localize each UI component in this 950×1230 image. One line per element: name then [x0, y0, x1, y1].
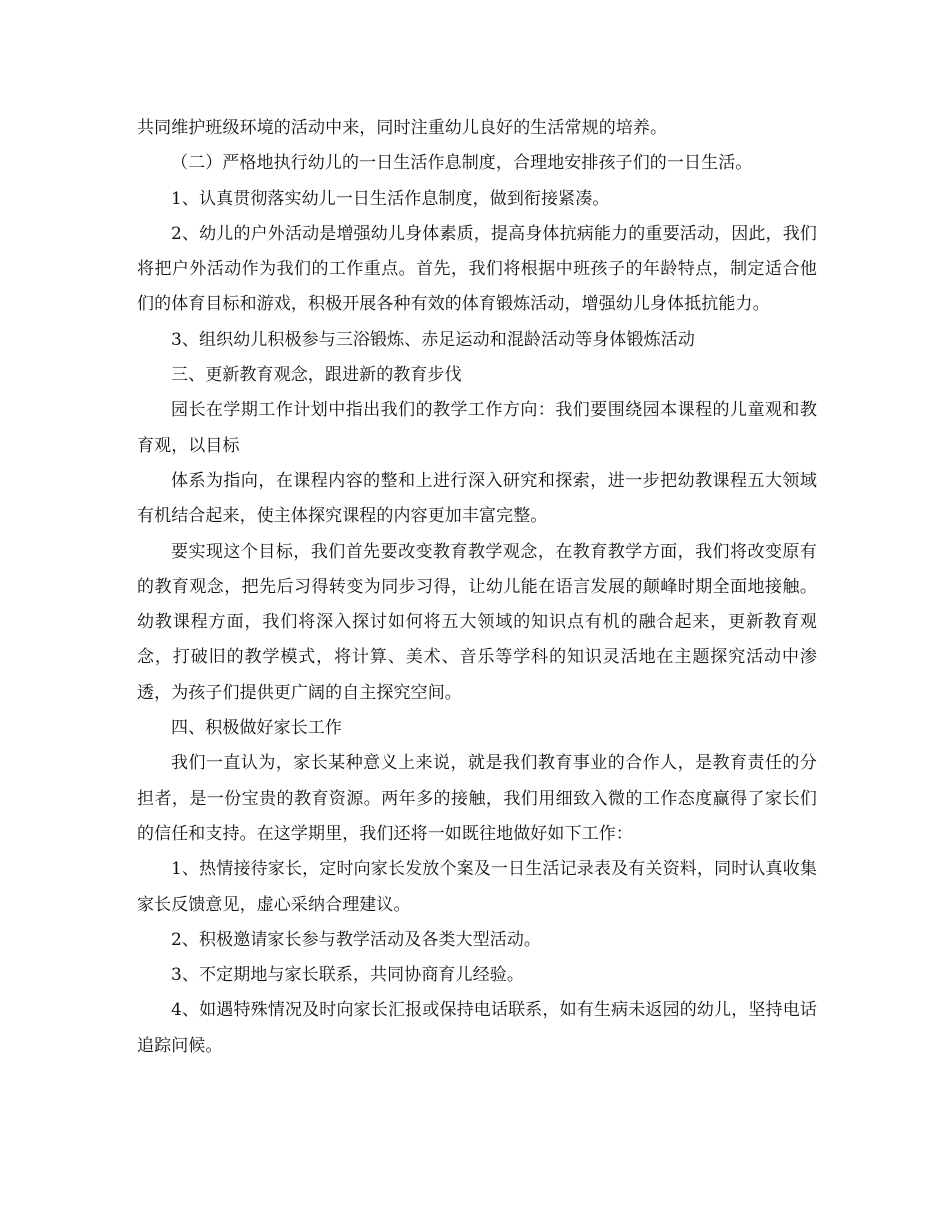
section-heading-education-concept: 三、更新教育观念，跟进新的教育步伐: [171, 365, 462, 386]
paragraph-parent-item-4: 4、如遇特殊情况及时向家长汇报或保持电话联系，如有生病未返园的幼儿，坚持电话追踪问候。: [137, 1000, 817, 1056]
paragraph-director-plan: 园长在学期工作计划中指出我们的教学工作方向：我们要围绕园本课程的儿童观和教育观，以目标: [137, 400, 817, 456]
paragraph-schedule-item-2: 2、幼儿的户外活动是增强幼儿身体素质，提高身体抗病能力的重要活动，因此，我们将把户外活动作为我们的工作重点。首先，我们将根据中班孩子的年龄特点，制定适合他们的体育目标和游戏，积极开展各种有效的体育锻炼活动，增强幼儿身体抵抗能力。: [137, 223, 817, 315]
paragraph-schedule-item-3: 3、组织幼儿积极参与三浴锻炼、赤足运动和混龄活动等身体锻炼活动: [171, 329, 695, 350]
paragraph-parent-partnership: 我们一直认为，家长某种意义上来说，就是我们教育事业的合作人，是教育责任的分担者，是一份宝贵的教育资源。两年多的接触，我们用细致入微的工作态度赢得了家长们的信任和支持。在这学期里，我们还将一如既往地做好如下工作：: [137, 753, 817, 844]
paragraph-parent-item-1: 1、热情接待家长，定时向家长发放个案及一日生活记录表及有关资料，同时认真收集家长反馈意见，虚心采纳合理建议。: [137, 859, 817, 915]
paragraph-teaching-concept: 要实现这个目标，我们首先要改变教育教学观念，在教育教学方面，我们将改变原有的教育观念，把先后习得转变为同步习得，让幼儿能在语言发展的颠峰时期全面地接触。幼教课程方面，我们将深入探讨如何将五大领域的知识点有机的融合起来，更新教育观念，打破旧的教学模式，将计算、美术、音乐等学科的知识灵活地在主题探究活动中渗透，为孩子们提供更广阔的自主探究空间。: [137, 541, 817, 703]
paragraph-environment-continuation: 共同维护班级环境的活动中来，同时注重幼儿良好的生活常规的培养。: [137, 118, 668, 138]
paragraph-parent-item-3: 3、不定期地与家长联系，共同协商育儿经验。: [171, 965, 524, 986]
document-body: [137, 111, 817, 1064]
paragraph-schedule-item-1: 1、认真贯彻落实幼儿一日生活作息制度，做到衔接紧凑。: [171, 188, 610, 209]
section-heading-parent-work: 四、积极做好家长工作: [171, 718, 342, 739]
paragraph-parent-item-2: 2、积极邀请家长参与教学活动及各类大型活动。: [171, 929, 542, 950]
paragraph-daily-schedule-heading: （二）严格地执行幼儿的一日生活作息制度，合理地安排孩子们的一日生活。: [171, 153, 753, 174]
paragraph-goal-system: 体系为指向，在课程内容的整和上进行深入研究和探索，进一步把幼教课程五大领域有机结合起来，使主体探究课程的内容更加丰富完整。: [137, 470, 817, 527]
